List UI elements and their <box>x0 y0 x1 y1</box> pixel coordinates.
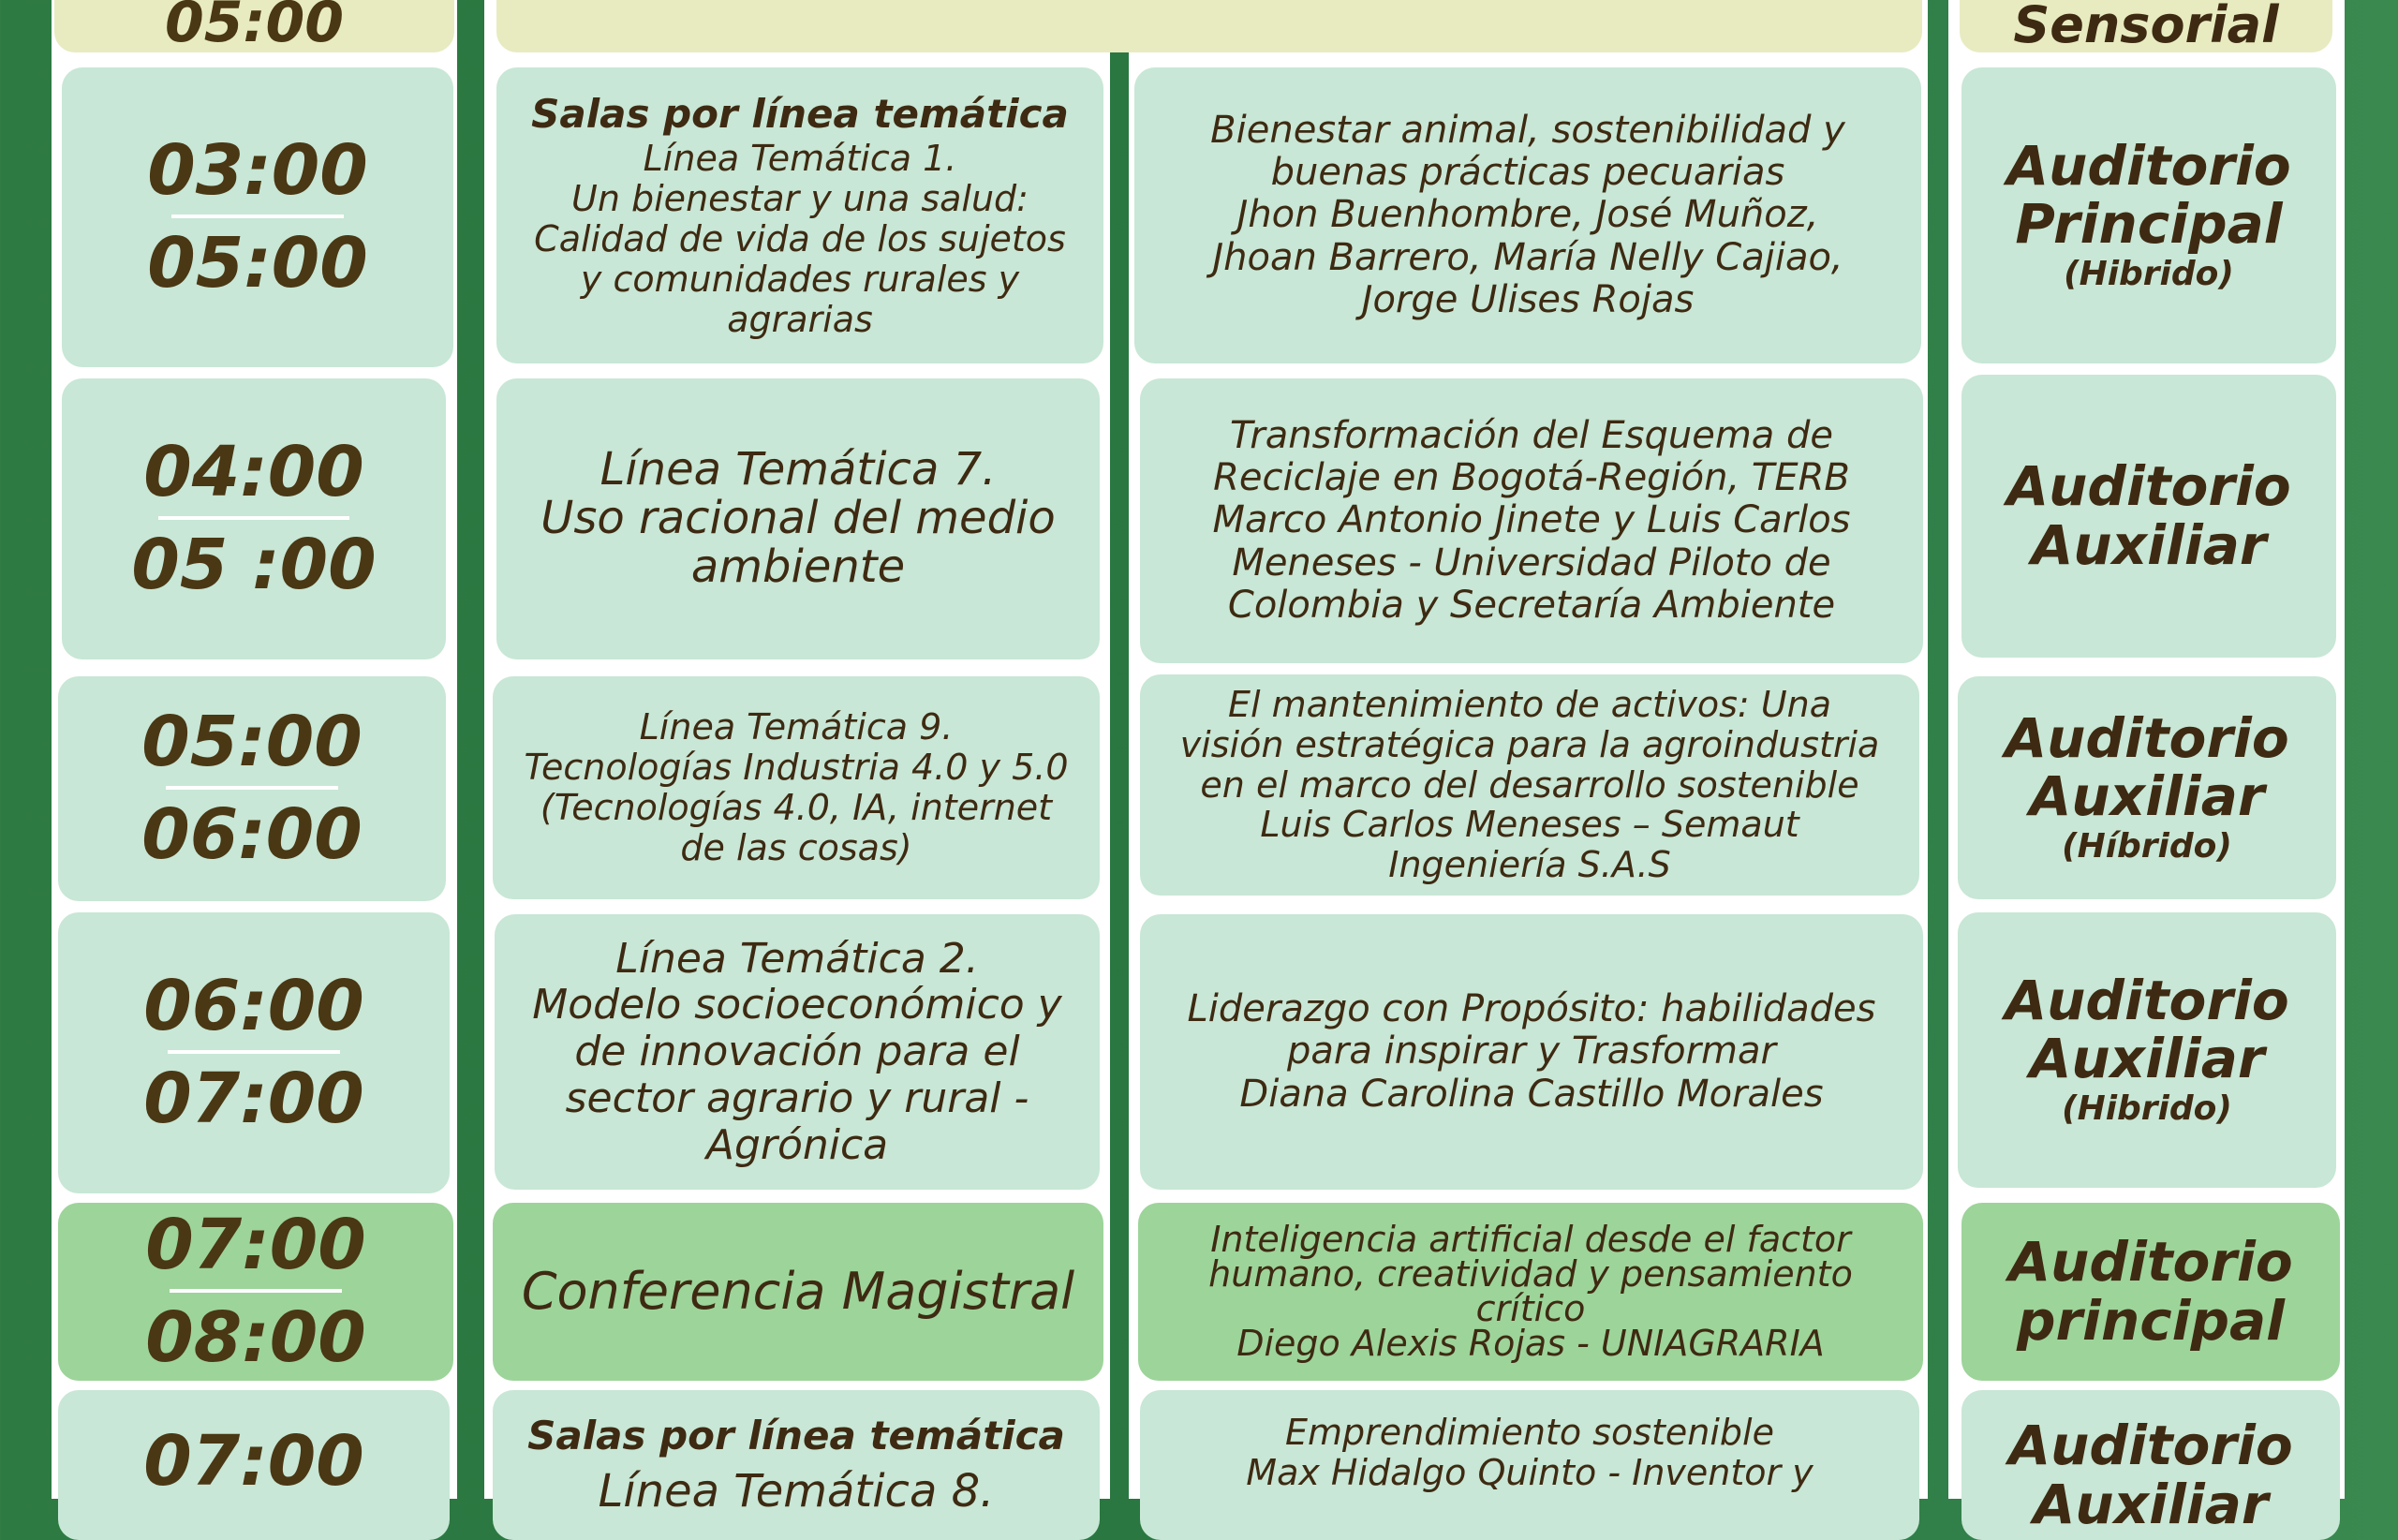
line-cell <box>496 378 1100 659</box>
room-label: Auditorio Auxiliar <box>2005 968 2289 1091</box>
time-cell <box>58 912 450 1193</box>
time-cell <box>62 378 446 659</box>
room-label: Sensorial <box>2013 0 2279 52</box>
talk-text: El mantenimiento de activos: Una visión estratégica para la agroindustria en el marco del desarrollo sostenible Luis Carlos Meneses – Semaut Ingeniería S.A.S <box>1179 683 1880 886</box>
talk-text: Liderazgo con Propósito: habilidades para inspirar y Trasformar Diana Carolina Castillo Morales <box>1187 987 1876 1116</box>
room-cell <box>1961 1390 2340 1540</box>
room-cell <box>1958 912 2336 1188</box>
talk-text: Transformación del Esquema de Reciclaje en Bogotá-Región, TERB Marco Antonio Jinete y Luis Carlos Meneses - Universidad Piloto de Colombia y Secretaría Ambiente <box>1212 414 1851 627</box>
start-time: 03:00 <box>147 129 368 211</box>
room-cell <box>1961 1203 2340 1381</box>
room-mode: (Hibrido) <box>2062 1089 2232 1129</box>
time-divider <box>168 1050 340 1054</box>
talk-cell <box>1134 67 1921 363</box>
time-divider <box>158 516 349 520</box>
time-divider <box>166 786 338 790</box>
time-divider <box>171 215 344 218</box>
top-room-cell <box>1960 0 2332 52</box>
top-time-cell <box>54 0 454 52</box>
time-divider <box>170 1289 342 1293</box>
line-cell <box>495 914 1100 1190</box>
line-title: Salas por línea temática <box>531 91 1069 138</box>
end-time: 08:00 <box>145 1297 366 1378</box>
room-cell <box>1961 375 2336 658</box>
room-cell <box>1958 676 2336 899</box>
room-mode: (Híbrido) <box>2062 827 2232 866</box>
line-text: Línea Temática 2. Modelo socioeconómico y de innovación para el sector agrario y rural - Agrónica <box>532 934 1062 1169</box>
talk-cell <box>1138 1203 1923 1381</box>
start-time: 04:00 <box>143 431 364 512</box>
room-cell <box>1961 67 2336 363</box>
start-time: 05:00 <box>141 701 363 782</box>
line-text: Línea Temática 8. <box>598 1465 995 1518</box>
talk-text: Emprendimiento sostenible Max Hidalgo Quinto - Inventor y <box>1246 1412 1813 1493</box>
line-cell <box>493 1203 1103 1381</box>
room-label: Auditorio Auxiliar <box>2006 454 2291 577</box>
end-time: 05:00 <box>147 223 368 304</box>
room-label: Auditorio principal <box>2008 1230 2293 1353</box>
line-cell <box>493 676 1100 899</box>
line-text: Línea Temática 7. Uso racional del medio ambiente <box>540 443 1056 593</box>
talk-text: Bienestar animal, sostenibilidad y buenas prácticas pecuarias Jhon Buenhombre, José Muñoz, Jhoan Barrero, María Nelly Cajiao, Jorge Ulises Rojas <box>1210 109 1845 321</box>
start-time: 06:00 <box>143 965 364 1046</box>
line-text: Línea Temática 9. Tecnologías Industria 4.0 y 5.0 (Tecnologías 4.0, IA, internet de las cosas) <box>524 706 1069 868</box>
talk-text: Inteligencia artificial desde el factor humano, creatividad y pensamiento crítico Diego Alexis Rojas - UNIAGRARIA <box>1208 1218 1853 1365</box>
talk-cell <box>1140 674 1919 896</box>
line-text: Conferencia Magistral <box>521 1261 1075 1321</box>
line-text: Línea Temática 1. Un bienestar y una salud: Calidad de vida de los sujetos y comunidades rurales y agrarias <box>534 138 1066 340</box>
room-mode: (Hibrido) <box>2064 255 2234 294</box>
start-time: 07:00 <box>143 1421 364 1502</box>
line-title: Salas por línea temática <box>527 1413 1065 1459</box>
talk-cell <box>1140 914 1923 1190</box>
top-banner-cell <box>496 0 1922 52</box>
time-cell <box>58 1203 453 1381</box>
time-end: 05:00 <box>165 0 344 52</box>
end-time: 06:00 <box>141 794 363 875</box>
time-cell <box>58 1390 450 1540</box>
time-cell <box>62 67 453 367</box>
room-label: Auditorio Principal <box>2006 133 2291 257</box>
room-label: Auditorio Auxiliar <box>2005 705 2289 829</box>
start-time: 07:00 <box>145 1204 366 1285</box>
line-cell <box>493 1390 1100 1540</box>
end-time: 07:00 <box>143 1059 364 1139</box>
end-time: 05 :00 <box>131 525 377 605</box>
time-cell <box>58 676 446 901</box>
line-cell <box>496 67 1103 363</box>
talk-cell <box>1140 1390 1919 1540</box>
talk-cell <box>1140 378 1923 663</box>
room-label: Auditorio Auxiliar <box>2008 1414 2293 1536</box>
